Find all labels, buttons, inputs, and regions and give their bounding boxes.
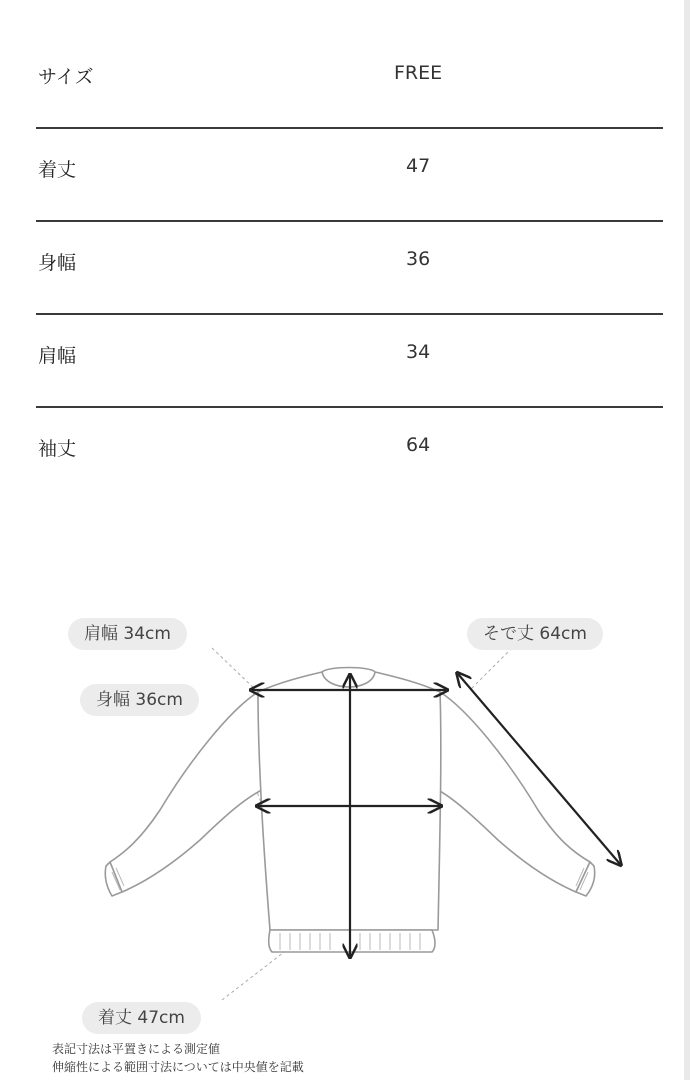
sweater-illustration xyxy=(0,600,690,1000)
size-table xyxy=(36,36,663,499)
row-label: サイズ xyxy=(38,66,94,88)
row-value: 34 xyxy=(406,341,431,363)
table-row xyxy=(36,129,663,222)
sleeve-length-label: そで丈 64cm xyxy=(467,618,603,650)
row-value: FREE xyxy=(394,62,443,84)
size-diagram xyxy=(0,600,690,1028)
row-label: 袖丈 xyxy=(38,438,77,460)
table-row xyxy=(36,315,663,408)
measurement-notes xyxy=(52,1040,304,1076)
row-label: 肩幅 xyxy=(38,345,77,367)
row-value: 47 xyxy=(406,155,431,177)
note-line: 伸縮性による範囲寸法については中央値を記載 xyxy=(52,1060,304,1074)
row-label: 着丈 xyxy=(38,159,77,181)
table-row xyxy=(36,36,663,129)
body-width-label: 身幅 36cm xyxy=(80,684,199,716)
note-line: 表記寸法は平置きによる測定値 xyxy=(52,1042,221,1056)
row-value: 36 xyxy=(406,248,431,270)
row-value: 64 xyxy=(406,434,431,456)
shoulder-width-label: 肩幅 34cm xyxy=(68,618,187,650)
row-label: 身幅 xyxy=(38,252,77,274)
table-row xyxy=(36,222,663,315)
table-row xyxy=(36,408,663,499)
length-label: 着丈 47cm xyxy=(82,1002,201,1034)
